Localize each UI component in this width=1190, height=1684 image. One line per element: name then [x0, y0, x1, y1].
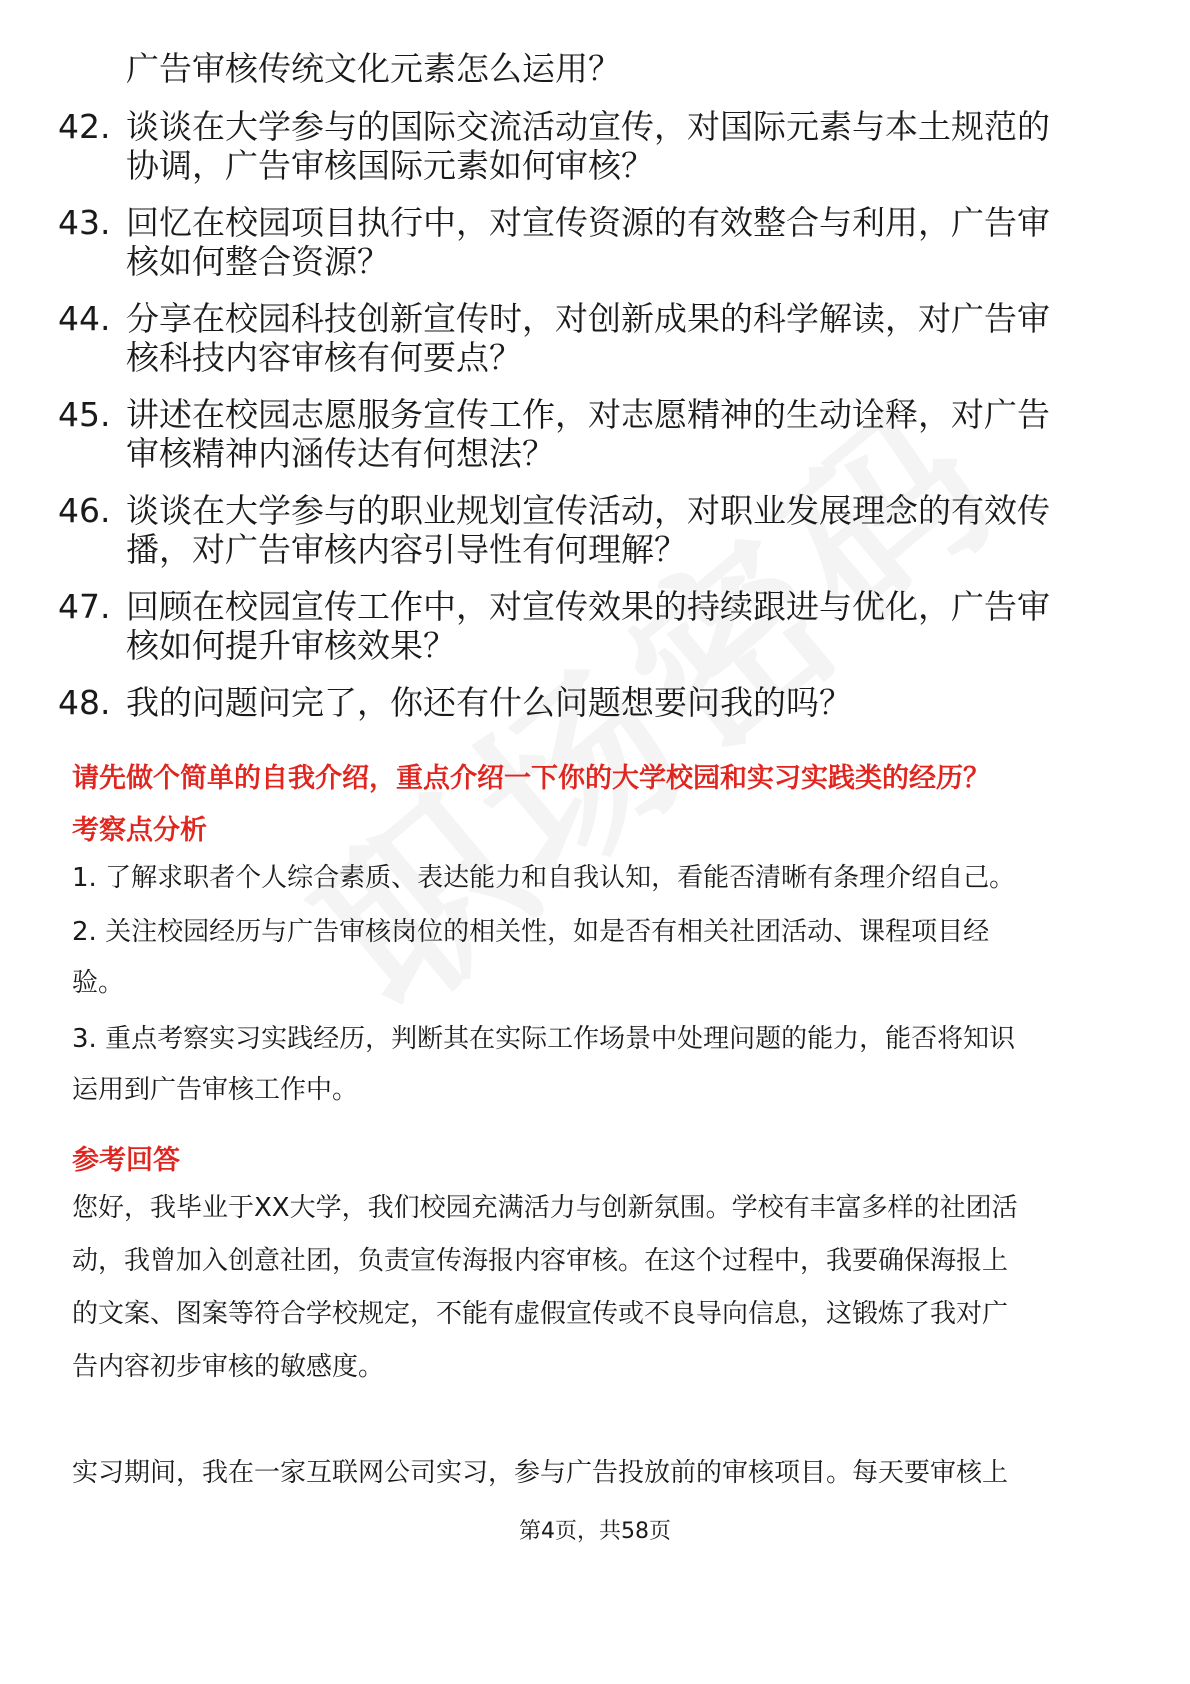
- question-number: 48.: [58, 683, 111, 722]
- question-text: 回忆在校园项目执行中，对宣传资源的有效整合与利用，广告审: [126, 203, 1050, 242]
- answer-line: 动，我曾加入创意社团，负责宣传海报内容审核。在这个过程中，我要确保海报上: [72, 1246, 1009, 1276]
- analysis-line: 运用到广告审核工作中。: [72, 1075, 359, 1105]
- analysis-line: 2. 关注校园经历与广告审核岗位的相关性，如是否有相关社团活动、课程项目经: [72, 917, 990, 947]
- analysis-heading: 考察点分析: [72, 815, 207, 846]
- answer-heading: 参考回答: [72, 1145, 180, 1176]
- question-text: 核科技内容审核有何要点？: [126, 338, 522, 377]
- analysis-line: 1. 了解求职者个人综合素质、表达能力和自我认知，看能否清晰有条理介绍自己。: [72, 863, 1016, 893]
- answer-line: 实习期间，我在一家互联网公司实习，参与广告投放前的审核项目。每天要审核上: [72, 1458, 1009, 1488]
- page-footer: 第4页，共58页: [519, 1519, 671, 1544]
- question-text: 核如何提升审核效果？: [126, 626, 456, 665]
- question-text: 分享在校园科技创新宣传时，对创新成果的科学解读，对广告审: [126, 299, 1050, 338]
- analysis-line: 验。: [72, 968, 125, 998]
- answer-line: 告内容初步审核的敏感度。: [72, 1352, 385, 1382]
- question-number: 47.: [58, 587, 111, 626]
- question-text: 谈谈在大学参与的国际交流活动宣传，对国际元素与本土规范的: [126, 107, 1050, 146]
- question-text: 核如何整合资源？: [126, 242, 390, 281]
- question-number: 44.: [58, 299, 111, 338]
- question-number: 42.: [58, 107, 111, 146]
- answer-line: 您好，我毕业于XX大学，我们校园充满活力与创新氛围。学校有丰富多样的社团活: [72, 1193, 1018, 1223]
- analysis-line: 3. 重点考察实习实践经历，判断其在实际工作场景中处理问题的能力，能否将知识: [72, 1024, 1016, 1054]
- question-number: 46.: [58, 491, 111, 530]
- question-number: 43.: [58, 203, 111, 242]
- question-text: 我的问题问完了，你还有什么问题想要问我的吗？: [126, 683, 852, 722]
- answer-line: 的文案、图案等符合学校规定，不能有虚假宣传或不良导向信息，这锻炼了我对广: [72, 1299, 1009, 1329]
- question-text: 审核精神内涵传达有何想法？: [126, 434, 555, 473]
- question-text: 谈谈在大学参与的职业规划宣传活动，对职业发展理念的有效传: [126, 491, 1050, 530]
- section-title: 请先做个简单的自我介绍，重点介绍一下你的大学校园和实习实践类的经历？: [72, 763, 990, 794]
- question-text: 讲述在校园志愿服务宣传工作，对志愿精神的生动诠释，对广告: [126, 395, 1050, 434]
- question-text: 回顾在校园宣传工作中，对宣传效果的持续跟进与优化，广告审: [126, 587, 1050, 626]
- question-continuation: 广告审核传统文化元素怎么运用？: [126, 49, 621, 88]
- question-text: 播，对广告审核内容引导性有何理解？: [126, 530, 687, 569]
- question-text: 协调，广告审核国际元素如何审核？: [126, 146, 654, 185]
- question-number: 45.: [58, 395, 111, 434]
